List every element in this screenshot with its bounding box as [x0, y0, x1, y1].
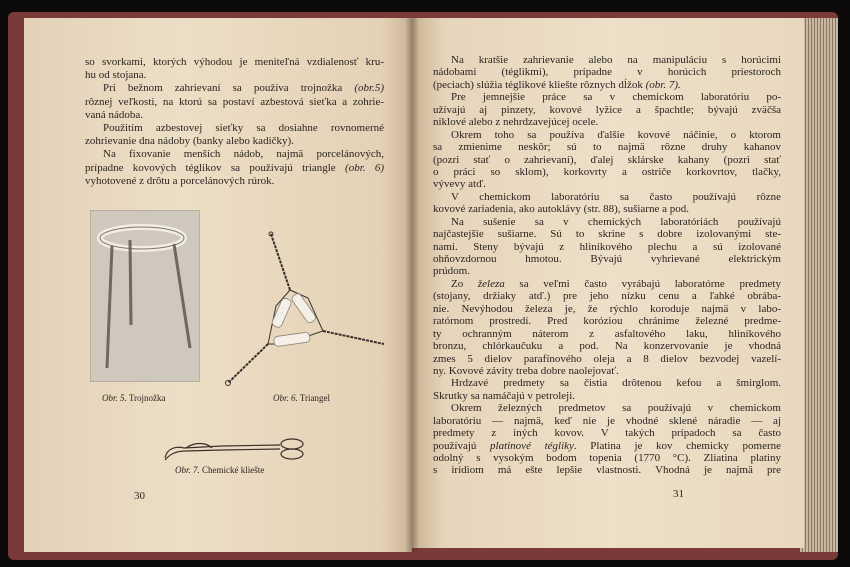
text-line [433, 440, 781, 452]
text-segment: niklové alebo z nehrdzavejúcej ocele. [433, 116, 599, 129]
triangle-drawing [220, 228, 390, 390]
text-line [433, 178, 781, 190]
figure-6-label: Obr. 6. [273, 393, 298, 403]
text-segment: (pozri stať o zahrievaní), ďalej sklárske kahany (pozri stať [433, 153, 781, 166]
text-line [433, 427, 781, 439]
text-segment: sa veľmi často vyrábajú laboratórne predmety [504, 277, 781, 290]
left-page-text [85, 56, 384, 188]
text-segment: Okrem toho sa používa ďalšie kovové náčinie, o ktorom [451, 128, 781, 141]
text-segment: vyhotovené z drôtu a porcelánových rúrok. [85, 174, 275, 187]
text-line [85, 162, 384, 175]
figure-7-label: Obr. 7. [175, 465, 200, 475]
text-line [85, 56, 384, 69]
text-line [433, 365, 781, 377]
text-segment: Skrutky sa namáčajú v petroleji. [433, 389, 576, 402]
text-segment: používajú [433, 439, 491, 452]
text-line [433, 402, 781, 414]
text-line [433, 315, 781, 327]
text-line [85, 82, 384, 95]
figure-5-title: Trojnožka [128, 393, 166, 403]
text-segment: . Platina je kov chemicky pomerne [573, 439, 781, 452]
text-line [433, 91, 781, 103]
text-segment: vývevy atď. [433, 178, 486, 191]
text-segment: rôznej veľkosti, na ktorú sa postaví azbestová sieťka a zohrie- [85, 95, 384, 108]
text-line [85, 109, 384, 122]
book-gutter [405, 18, 419, 552]
text-segment: bronzu, chlórkaučuku a pod. Na konzervovanie je vhodná [433, 340, 781, 353]
text-segment: zohrievanie dna nádoby (banky alebo kadičky). [85, 135, 294, 148]
text-line [433, 353, 781, 365]
text-segment: vaná nádoba. [85, 108, 144, 121]
figure-7-title: Chemické kliešte [202, 465, 265, 475]
text-line [433, 241, 781, 253]
text-line [433, 141, 781, 153]
text-segment: nami. Steny bývajú z hliníkového plechu a sú izolované [433, 240, 781, 253]
text-line [433, 328, 781, 340]
text-line [433, 290, 781, 302]
italic-segment: platinové tégliky [490, 439, 574, 452]
text-line [433, 203, 781, 215]
text-line [433, 464, 781, 476]
left-page-number: 30 [134, 490, 145, 502]
tongs-drawing [162, 436, 308, 464]
text-line [433, 66, 781, 78]
text-segment: Zo [451, 277, 478, 290]
text-segment: s irídiom má ešte lepšie vlastnosti. Vhodná je najmä pre [433, 464, 781, 477]
text-segment: V chemickom laboratóriu sa často používajú rôzne [451, 190, 781, 203]
text-segment: ty ochranným náterom z asfaltového laku, hliníkového [433, 327, 781, 340]
text-segment: Na sušenie sa v chemických laboratóriách používajú [451, 215, 781, 228]
text-segment: Okrem železných predmetov sa používajú v chemickom [451, 402, 781, 415]
figure-7-caption [175, 465, 264, 475]
right-page-number: 31 [673, 488, 684, 500]
text-segment: užívajú aj pinzety, kovové lyžice a špachtle; bývajú zväčša [433, 103, 781, 116]
text-line [85, 69, 384, 82]
text-line [85, 148, 384, 161]
text-line [433, 104, 781, 116]
text-segment: Hrdzavé predmety sa čistia drôtenou kefou a šmirglom. [451, 377, 781, 390]
figure-6-title: Triangel [299, 393, 331, 403]
text-line [433, 191, 781, 203]
text-segment: (stojany, držiaky atď.) pre jeho nízku cenu a ľahké obrába- [433, 290, 781, 303]
text-segment: ny. Kovové závity treba dobre naolejovať. [433, 364, 619, 377]
text-segment: Na fixovanie menších nádob, najmä porcelánových, [103, 148, 384, 161]
text-line [433, 265, 781, 277]
text-segment: hu od stojana. [85, 69, 147, 82]
text-line [85, 96, 384, 109]
text-segment: laboratóriu — najmä, keď nie je vhodné sklené náradie — aj [433, 414, 781, 427]
text-line [433, 79, 781, 91]
text-segment: nádobami (téglikmi), prípadne v horúcich priestoroch [433, 66, 781, 79]
text-line [433, 116, 781, 128]
text-segment: Pre jemnejšie práce sa v chemickom laboratóriu po- [451, 91, 781, 104]
text-line [433, 415, 781, 427]
text-segment: (peciach) slúžia téglikové kliešte rôznych dĺžok [433, 78, 646, 91]
text-segment: Pri bežnom zahrievaní sa používa trojnožka [103, 82, 355, 95]
text-segment: zmes 5 dielov parafínového oleja a 8 dielov bezvodej vazelí- [433, 352, 781, 365]
text-segment: nie. Nevýhodou železa je, že rýchlo koroduje najmä v labo- [433, 302, 781, 315]
text-segment: predmety z iných kovov. V takých prípadoch sa často [433, 427, 781, 440]
text-segment: kovové zariadenia, ako autoklávy (str. 88), sušiarne a pod. [433, 203, 689, 216]
text-line [433, 216, 781, 228]
text-line [85, 135, 384, 148]
text-segment: najčastejšie sušiarne. Sú to skrine s dobre izolovanými ste- [433, 228, 781, 241]
text-line [433, 154, 781, 166]
text-line [433, 166, 781, 178]
text-line [85, 122, 384, 135]
text-segment: ohňovzdornou hmotou. Bývajú vyhrievané elektrickým [433, 253, 781, 265]
text-segment: o práci so sklom), korkovrty a ostriče korkovrtov, tlačky, [433, 165, 781, 178]
text-line [433, 129, 781, 141]
text-segment: prípadne kovových téglikov sa používajú triangle [85, 161, 346, 174]
italic-segment: (obr.5) [354, 82, 384, 95]
text-line [433, 54, 781, 66]
page-edges [800, 18, 838, 552]
text-line [433, 253, 781, 265]
italic-segment: (obr. 6) [345, 161, 384, 174]
text-line [433, 340, 781, 352]
italic-segment: (obr. 7). [645, 78, 681, 91]
figure-6-caption [273, 393, 330, 403]
text-segment: Použitím azbestovej sieťky sa dosiahne rovnomerné [103, 121, 384, 134]
text-segment: so svorkami, ktorých výhodou je meniteľná vzdialenosť kru- [85, 56, 384, 68]
tripod-photo [90, 210, 200, 382]
text-line [433, 377, 781, 389]
figure-5-label: Obr. 5. [102, 393, 127, 403]
text-line [433, 390, 781, 402]
text-line [433, 452, 781, 464]
figure-5-caption [102, 393, 166, 403]
text-segment: sa zmienime neskôr; sú to najmä rôzne druhy kahanov [433, 141, 781, 154]
right-page-text [433, 54, 781, 477]
text-segment: prúdom. [433, 265, 470, 278]
text-line [433, 278, 781, 290]
text-segment: Na kratšie zahrievanie alebo na manipuláciu s horúcimi [451, 54, 781, 66]
text-line [433, 303, 781, 315]
text-line [433, 228, 781, 240]
text-segment: ratórnom prostredí. Pred koróziou chránime železné predme- [433, 315, 781, 328]
italic-segment: železa [477, 277, 505, 290]
text-segment: odolný s vysokým bodom topenia (1770 °C). Zliatina platiny [433, 452, 781, 464]
text-line [85, 175, 384, 188]
